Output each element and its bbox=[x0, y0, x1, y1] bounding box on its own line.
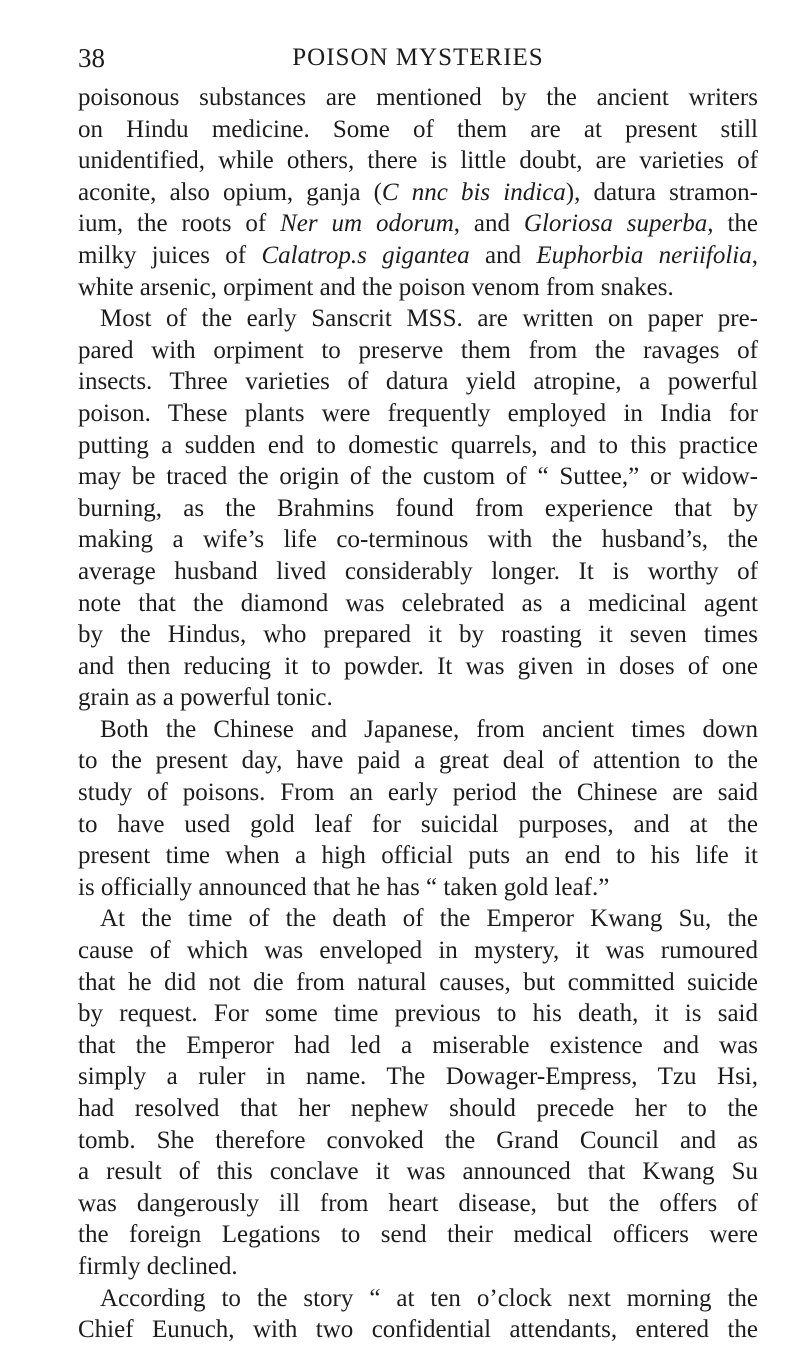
text-line: by the Hindus, who prepared it by roasting it seven times bbox=[78, 621, 758, 649]
text-line: on Hindu medicine. Some of them are at present still bbox=[78, 115, 758, 143]
text-line: milky juices of Calatrop.s gigantea and Euphorbia neriifolia, bbox=[78, 241, 758, 269]
text-line: insects. Three varieties of datura yield atropine, a powerful bbox=[78, 368, 758, 396]
text-line: poison. These plants were frequently employed in India for bbox=[78, 399, 758, 427]
text-line: may be traced the origin of the custom of “ Suttee,” or widow- bbox=[78, 463, 758, 491]
page-header bbox=[78, 38, 758, 78]
text-line: firmly declined. bbox=[78, 1252, 238, 1280]
text-line: According to the story “ at ten o’clock next morning the bbox=[100, 1284, 758, 1312]
text-line: unidentified, while others, there is little doubt, are varieties of bbox=[78, 147, 758, 175]
latin-term-euphorbia: Euphorbia neriifolia bbox=[536, 241, 752, 269]
text-line: that the Emperor had led a miserable existence and was bbox=[78, 1031, 758, 1059]
text-line: making a wife’s life co-terminous with the husband’s, the bbox=[78, 526, 758, 554]
text-line: Both the Chinese and Japanese, from ancient times down bbox=[100, 715, 758, 743]
text-line: Chief Eunuch, with two confidential attendants, entered the bbox=[78, 1316, 758, 1344]
text-line: cause of which was enveloped in mystery, it was rumoured bbox=[78, 937, 758, 965]
text-line: by request. For some time previous to his death, it is said bbox=[78, 1000, 758, 1028]
text-line: Most of the early Sanscrit MSS. are written on paper pre- bbox=[100, 305, 758, 333]
latin-term-gloriosa: Gloriosa superba bbox=[523, 210, 708, 238]
text-line: simply a ruler in name. The Dowager-Empress, Tzu Hsi, bbox=[78, 1063, 758, 1091]
text-line: was dangerously ill from heart disease, but the offers of bbox=[78, 1189, 758, 1217]
latin-term-cannabis: C nnc bis indica bbox=[381, 178, 566, 206]
text-line: average husband lived considerably longer. It is worthy of bbox=[78, 557, 758, 585]
text-line: is officially announced that he has “ taken gold leaf.” bbox=[78, 873, 610, 901]
page-number: 38 bbox=[78, 43, 105, 73]
text-line: a result of this conclave it was announced that Kwang Su bbox=[78, 1158, 758, 1186]
body-text bbox=[78, 82, 758, 1346]
text-line: putting a sudden end to domestic quarrels, and to this practice bbox=[78, 431, 758, 459]
text-line: tomb. She therefore convoked the Grand Council and as bbox=[78, 1126, 758, 1154]
latin-term-calotropis: Calatrop.s gigantea bbox=[261, 241, 470, 269]
text-line: had resolved that her nephew should precede her to the bbox=[78, 1095, 758, 1122]
text-line: that he did not die from natural causes, but committed suicide bbox=[78, 968, 758, 996]
book-page bbox=[78, 0, 758, 1344]
text-line: study of poisons. From an early period the Chinese are said bbox=[78, 779, 758, 807]
text-line: burning, as the Brahmins found from experience that by bbox=[78, 494, 758, 522]
text-line: the foreign Legations to send their medical officers were bbox=[78, 1221, 758, 1249]
text-line: At the time of the death of the Emperor Kwang Su, the bbox=[100, 905, 758, 933]
text-line: to the present day, have paid a great deal of attention to the bbox=[78, 747, 758, 775]
text-line: pared with orpiment to preserve them from the ravages of bbox=[78, 336, 758, 364]
text-line: and then reducing it to powder. It was given in doses of one bbox=[78, 652, 758, 680]
text-line: note that the diamond was celebrated as a medicinal agent bbox=[78, 589, 758, 617]
text-line: present time when a high official puts an end to his life it bbox=[78, 842, 758, 870]
text-line: grain as a powerful tonic. bbox=[78, 684, 333, 712]
text-line: white arsenic, orpiment and the poison venom from snakes. bbox=[78, 273, 674, 301]
text-line: aconite, also opium, ganja (C nnc bis indica), datura stramon- bbox=[78, 178, 758, 206]
text-line: poisonous substances are mentioned by the ancient writers bbox=[78, 84, 758, 111]
running-head: POISON MYSTERIES bbox=[292, 44, 544, 71]
latin-term-nerium: Ner um odorum bbox=[280, 210, 454, 238]
text-line: ium, the roots of Ner um odorum, and Gloriosa superba, the bbox=[78, 210, 758, 238]
text-line: to have used gold leaf for suicidal purposes, and at the bbox=[78, 810, 758, 838]
